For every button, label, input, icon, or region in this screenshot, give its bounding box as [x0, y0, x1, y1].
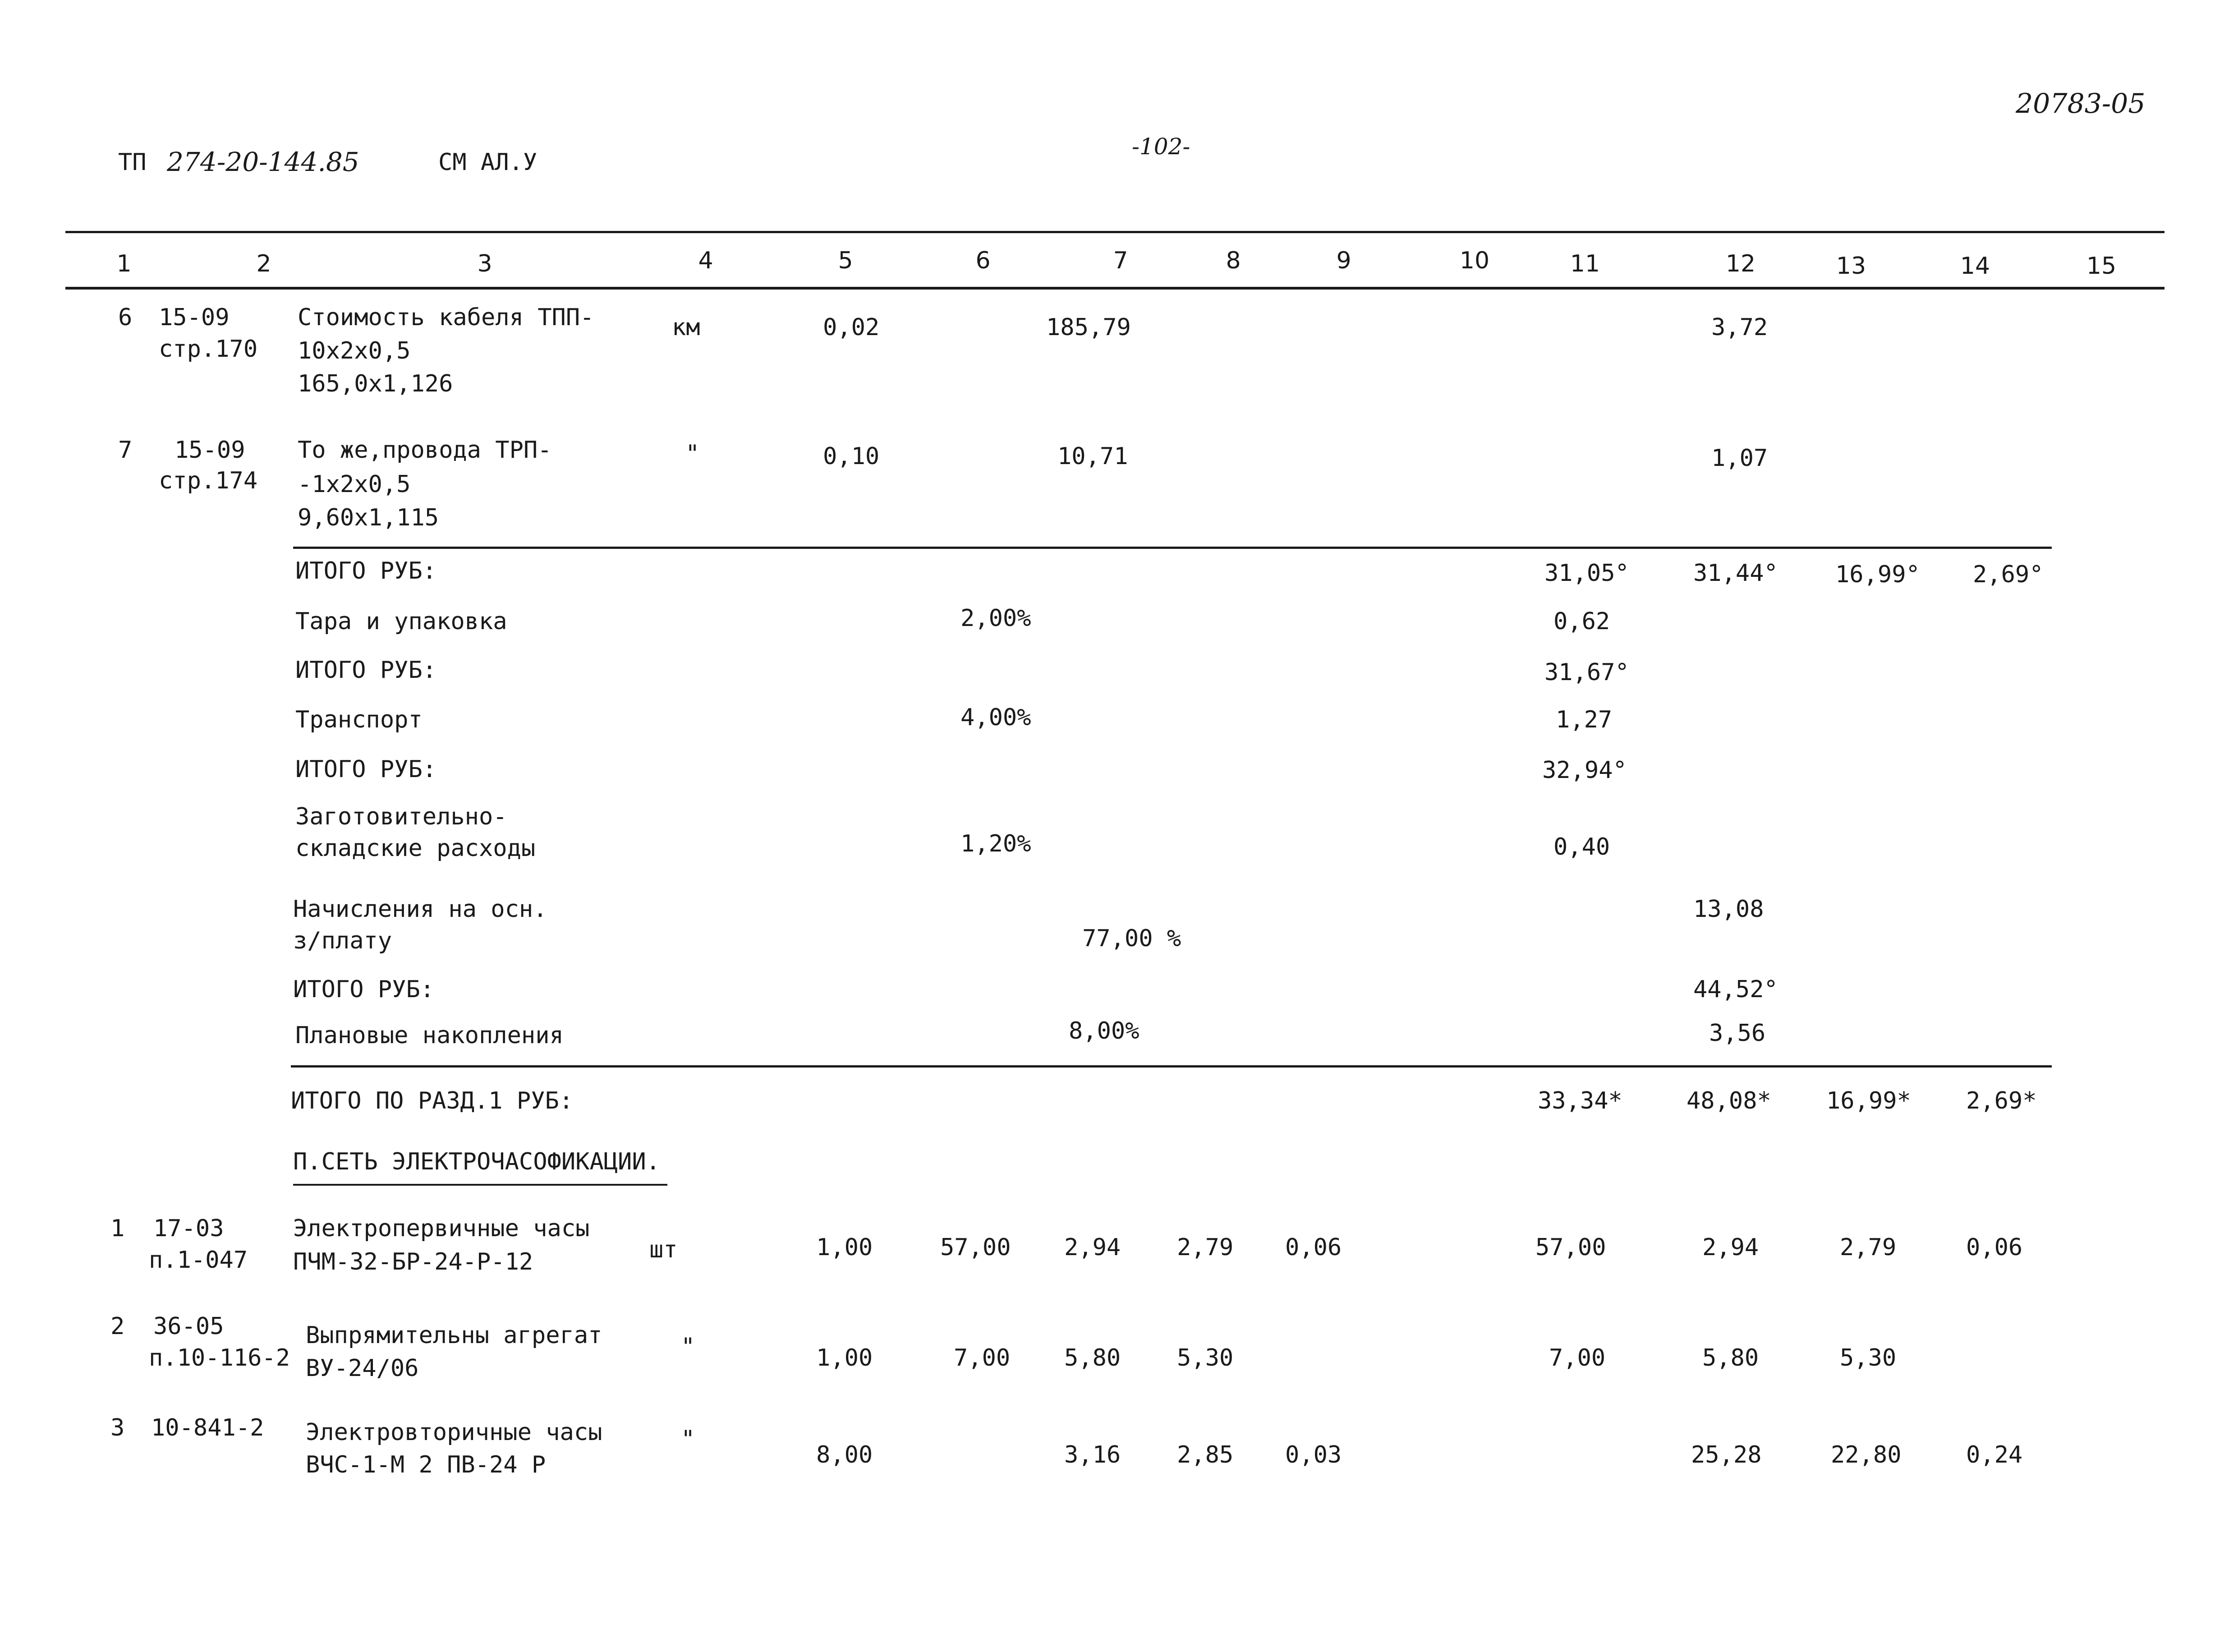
row-code: 15-09 — [159, 304, 230, 331]
total-label: Начисления на осн. — [293, 896, 547, 923]
row-value-c8: 2,79 — [1177, 1234, 1234, 1261]
doc-suffix: СМ АЛ.У — [438, 149, 538, 176]
col-num-15: 15 — [2086, 253, 2117, 280]
row-value-c12: 2,94 — [1702, 1234, 1759, 1261]
archive-number: 20783-05 — [2016, 88, 2146, 120]
row-value-c5: 1,00 — [816, 1234, 873, 1261]
row-value-c13: 22,80 — [1831, 1441, 1902, 1468]
row-value-c9: 0,06 — [1285, 1234, 1342, 1261]
column-header-rule — [65, 287, 2164, 290]
total-c12: 31,44° — [1693, 560, 1778, 587]
row-code: п.10-116-2 — [149, 1344, 290, 1371]
row-number: 3 — [110, 1414, 125, 1441]
row-value-c12: 5,80 — [1702, 1344, 1759, 1371]
total-c11: 0,40 — [1553, 833, 1610, 861]
col-num-11: 11 — [1570, 250, 1600, 277]
total-label: Заготовительно- — [295, 803, 507, 830]
row-value-c7: 3,16 — [1064, 1441, 1121, 1468]
section-title: П.СЕТЬ ЭЛЕКТРОЧАСОФИКАЦИИ. — [293, 1148, 660, 1175]
col-num-1: 1 — [116, 250, 132, 277]
row-code: стр.170 — [159, 336, 258, 363]
section-title-underline — [293, 1184, 667, 1186]
doc-prefix: ТП — [118, 149, 147, 176]
row-number: 1 — [110, 1215, 125, 1242]
section-total-rule — [291, 1065, 2052, 1068]
section-total-c14: 2,69* — [1966, 1087, 2037, 1114]
total-c14: 2,69° — [1973, 561, 2044, 588]
col-num-3: 3 — [477, 250, 492, 277]
row-number: 2 — [110, 1313, 125, 1340]
row-code: 36-05 — [153, 1313, 224, 1340]
row-code: 10-841-2 — [151, 1414, 264, 1441]
total-pct: 2,00% — [960, 605, 1031, 632]
row-code: 17-03 — [153, 1215, 224, 1242]
total-c12: 13,08 — [1693, 896, 1764, 923]
row-value-c7: 5,80 — [1064, 1344, 1121, 1371]
col-num-10: 10 — [1459, 247, 1490, 274]
row-name: То же,провода ТРП- — [298, 437, 552, 464]
section-total-c12: 48,08* — [1687, 1087, 1771, 1114]
section-total-label: ИТОГО ПО РАЗД.1 РУБ: — [291, 1087, 574, 1114]
row-name: 165,0х1,126 — [298, 370, 453, 397]
total-c11: 32,94° — [1542, 757, 1627, 784]
row-value-c12: 3,72 — [1711, 314, 1768, 341]
total-c11: 1,27 — [1556, 706, 1613, 733]
col-num-2: 2 — [256, 250, 271, 277]
row-value-c14: 0,24 — [1966, 1441, 2023, 1468]
total-label: ИТОГО РУБ: — [295, 557, 437, 584]
col-num-4: 4 — [698, 247, 713, 274]
row-unit: " — [685, 440, 700, 467]
total-label: ИТОГО РУБ: — [295, 657, 437, 684]
row-value-c7: 10,71 — [1057, 443, 1128, 470]
subtotal-rule — [293, 547, 2052, 549]
row-unit: " — [681, 1333, 695, 1360]
total-label: Плановые накопления — [295, 1022, 564, 1049]
total-pct: 77,00 % — [1082, 925, 1181, 952]
col-num-8: 8 — [1226, 247, 1241, 274]
col-num-13: 13 — [1836, 253, 1866, 280]
total-c11: 31,05° — [1544, 560, 1629, 587]
col-num-14: 14 — [1960, 253, 1990, 280]
row-value-c6: 7,00 — [954, 1344, 1011, 1371]
section-total-c13: 16,99* — [1826, 1087, 1911, 1114]
total-label: з/плату — [293, 927, 392, 954]
row-value-c5: 0,10 — [823, 443, 880, 470]
row-value-c9: 0,03 — [1285, 1441, 1342, 1468]
row-number: 7 — [118, 437, 133, 464]
total-pct: 4,00% — [960, 704, 1031, 731]
row-value-c5: 8,00 — [816, 1441, 873, 1468]
total-label: ИТОГО РУБ: — [295, 756, 437, 783]
col-num-9: 9 — [1336, 247, 1351, 274]
row-value-c8: 5,30 — [1177, 1344, 1234, 1371]
row-name: Электровторичные часы — [306, 1419, 602, 1446]
row-number: 6 — [118, 304, 133, 331]
total-c11: 0,62 — [1553, 608, 1610, 635]
row-value-c12: 1,07 — [1711, 445, 1768, 472]
row-value-c6: 57,00 — [940, 1234, 1011, 1261]
col-num-7: 7 — [1113, 247, 1128, 274]
row-name: ВУ-24/06 — [306, 1355, 419, 1382]
col-num-6: 6 — [975, 247, 991, 274]
row-code: 15-09 — [175, 437, 245, 464]
total-label: Тара и упаковка — [295, 608, 507, 635]
row-code: п.1-047 — [149, 1247, 248, 1274]
total-label: ИТОГО РУБ: — [293, 976, 435, 1003]
total-pct: 8,00% — [1069, 1017, 1140, 1045]
row-name: 9,60х1,115 — [298, 504, 439, 531]
row-name: ПЧМ-32-БР-24-Р-12 — [293, 1248, 533, 1275]
row-value-c14: 0,06 — [1966, 1234, 2023, 1261]
col-num-5: 5 — [838, 247, 853, 274]
row-value-c13: 5,30 — [1840, 1344, 1897, 1371]
row-value-c7: 185,79 — [1046, 314, 1131, 341]
row-value-c12: 25,28 — [1691, 1441, 1762, 1468]
row-unit: " — [681, 1426, 695, 1453]
row-value-c7: 2,94 — [1064, 1234, 1121, 1261]
total-c11: 31,67° — [1544, 659, 1629, 686]
section-total-c11: 33,34* — [1538, 1087, 1622, 1114]
row-value-c11: 57,00 — [1535, 1234, 1606, 1261]
row-value-c11: 7,00 — [1549, 1344, 1606, 1371]
row-unit: шт — [649, 1236, 678, 1263]
total-c13: 16,99° — [1835, 561, 1920, 588]
row-name: Выпрямительны агрегат — [306, 1322, 602, 1349]
total-c12: 44,52° — [1693, 976, 1778, 1003]
row-value-c8: 2,85 — [1177, 1441, 1234, 1468]
total-pct: 1,20% — [960, 830, 1031, 857]
row-name: 10х2х0,5 — [298, 337, 411, 364]
row-unit: км — [672, 314, 700, 341]
row-value-c13: 2,79 — [1840, 1234, 1897, 1261]
row-code: стр.174 — [159, 467, 258, 494]
total-c12: 3,56 — [1709, 1020, 1766, 1047]
col-num-12: 12 — [1725, 250, 1756, 277]
row-value-c5: 1,00 — [816, 1344, 873, 1371]
row-value-c5: 0,02 — [823, 314, 880, 341]
row-name: ВЧС-1-М 2 ПВ-24 Р — [306, 1451, 546, 1478]
row-name: Электропервичные часы — [293, 1215, 590, 1242]
page-number: -102- — [1132, 133, 1190, 160]
total-label: Транспорт — [295, 706, 423, 733]
row-name: -1х2х0,5 — [298, 471, 411, 498]
total-label: складские расходы — [295, 835, 536, 862]
table-top-rule — [65, 231, 2164, 233]
row-name: Стоимость кабеля ТПП- — [298, 304, 594, 331]
doc-number: 274-20-144.85 — [167, 147, 359, 177]
